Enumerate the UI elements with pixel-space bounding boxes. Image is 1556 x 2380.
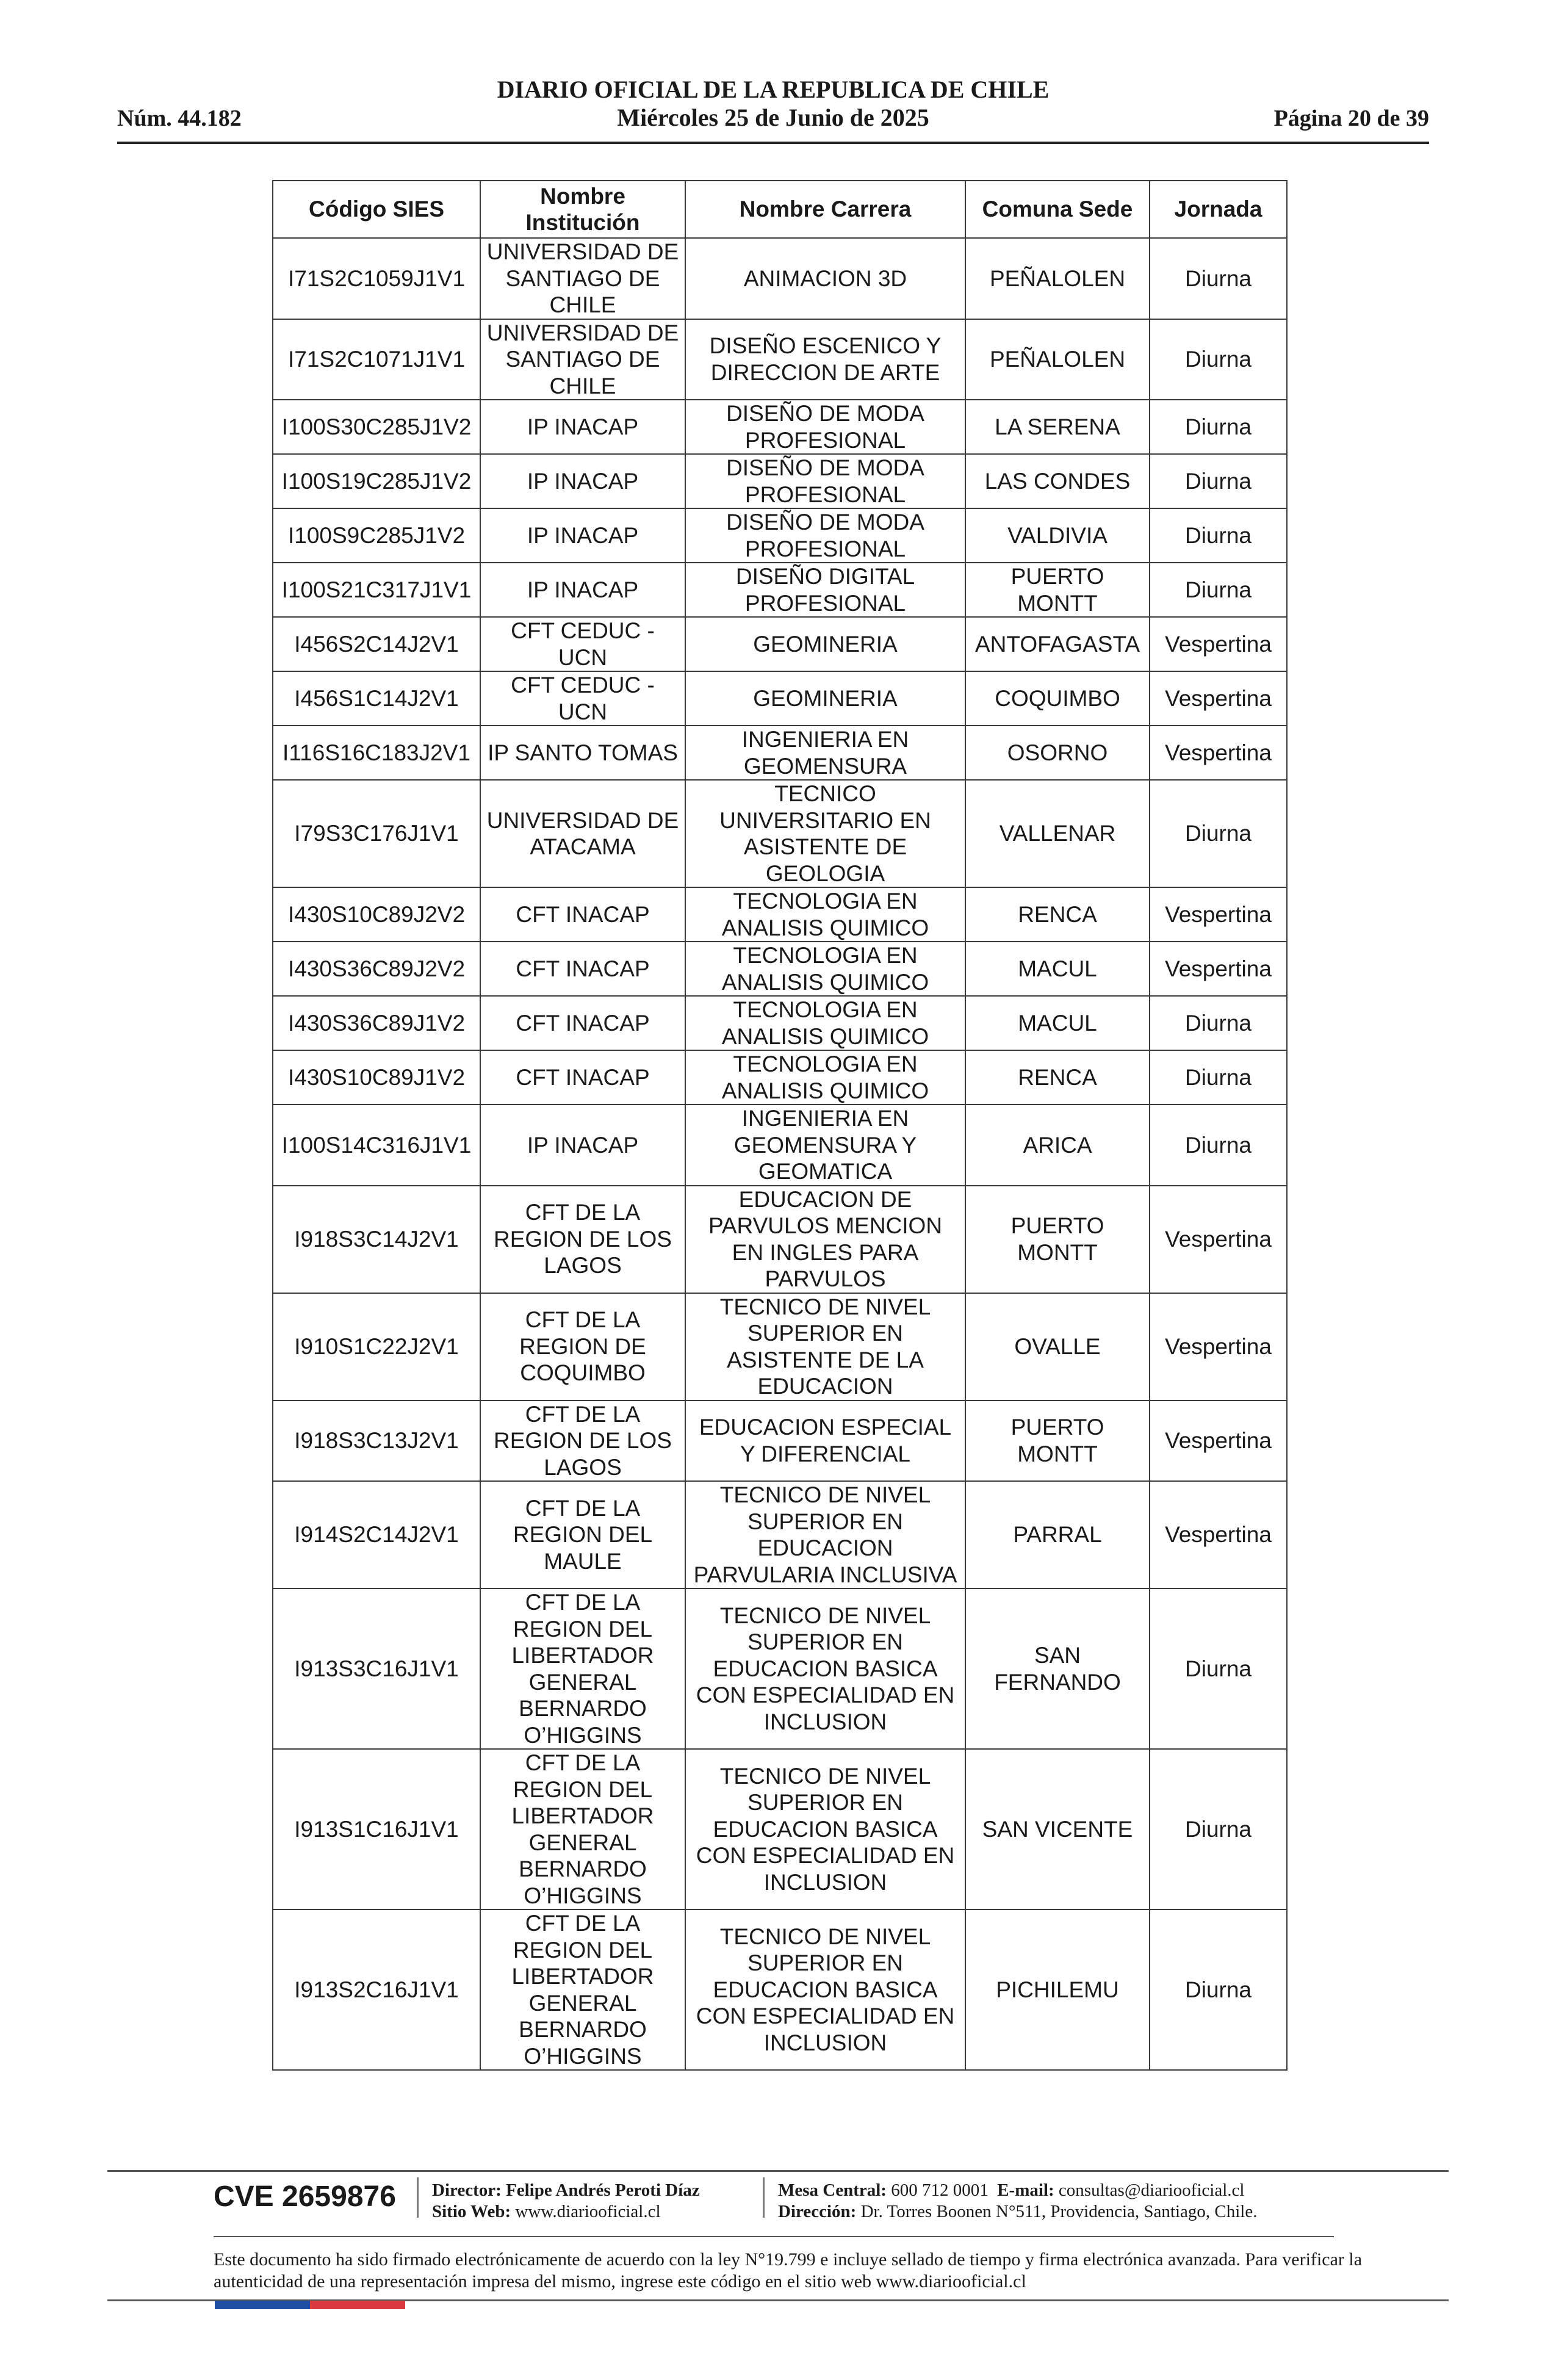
cell-jornada: Diurna [1150,238,1287,319]
page-number: Página 20 de 39 [1273,106,1429,131]
cell-nombre-institucion: UNIVERSIDAD DE ATACAMA [480,780,685,887]
phone-number: 600 712 0001 [891,2180,989,2200]
cell-nombre-carrera: ANIMACION 3D [685,238,965,319]
table-header-row [273,181,1287,238]
cell-jornada: Diurna [1150,996,1287,1050]
cell-nombre-institucion: IP INACAP [480,454,685,508]
cell-nombre-carrera: TECNICO DE NIVEL SUPERIOR EN EDUCACION BASICA CON ESPECIALIDAD EN INCLUSION [685,1909,965,2070]
cell-nombre-institucion: IP SANTO TOMAS [480,726,685,780]
table-row [273,996,1287,1050]
table-row [273,508,1287,563]
cell-jornada: Diurna [1150,1050,1287,1105]
cell-nombre-institucion: CFT DE LA REGION DEL LIBERTADOR GENERAL BERNARDO O’HIGGINS [480,1588,685,1749]
cell-comuna-sede: SAN FERNANDO [965,1588,1150,1749]
cell-jornada: Vespertina [1150,1401,1287,1482]
cell-comuna-sede: PUERTO MONTT [965,1401,1150,1482]
cell-nombre-carrera: TECNICO DE NIVEL SUPERIOR EN EDUCACION BASICA CON ESPECIALIDAD EN INCLUSION [685,1749,965,1909]
cell-jornada: Vespertina [1150,942,1287,996]
table-row [273,726,1287,780]
column-header-nombre-institucion: Nombre Institución [480,181,685,238]
cell-nombre-institucion: UNIVERSIDAD DE SANTIAGO DE CHILE [480,238,685,319]
legal-notice: Este documento ha sido firmado electrónicamente de acuerdo con la ley N°19.799 e incluye sellado de tiempo y firma electrónica avanzada. Para verificar la autenticidad de una representación impresa del mismo, ingrese este código en el sitio web www.diariooficial.cl [214,2249,1363,2292]
table-row [273,238,1287,319]
cell-nombre-carrera: EDUCACION DE PARVULOS MENCION EN INGLES PARA PARVULOS [685,1186,965,1293]
cell-nombre-carrera: TECNOLOGIA EN ANALISIS QUIMICO [685,887,965,942]
cell-codigo-sies: I913S1C16J1V1 [273,1749,480,1909]
cell-nombre-institucion: IP INACAP [480,563,685,617]
table-row [273,1105,1287,1186]
cell-comuna-sede: PUERTO MONTT [965,1186,1150,1293]
phone-label: Mesa Central: [778,2180,887,2200]
cell-nombre-institucion: UNIVERSIDAD DE SANTIAGO DE CHILE [480,319,685,400]
table-row [273,1401,1287,1482]
cell-nombre-institucion: IP INACAP [480,508,685,563]
cell-codigo-sies: I430S36C89J2V2 [273,942,480,996]
cell-comuna-sede: PICHILEMU [965,1909,1150,2070]
cell-jornada: Vespertina [1150,1481,1287,1588]
cell-nombre-institucion: CFT INACAP [480,942,685,996]
cell-nombre-carrera: TECNICO DE NIVEL SUPERIOR EN ASISTENTE DE LA EDUCACION [685,1293,965,1401]
page-header [117,73,1429,146]
cell-nombre-institucion: CFT INACAP [480,887,685,942]
cell-comuna-sede: OVALLE [965,1293,1150,1401]
address-label: Dirección: [778,2202,857,2221]
cell-nombre-carrera: DISEÑO ESCENICO Y DIRECCION DE ARTE [685,319,965,400]
cell-codigo-sies: I71S2C1071J1V1 [273,319,480,400]
cell-nombre-institucion: CFT DE LA REGION DEL MAULE [480,1481,685,1588]
cell-nombre-carrera: TECNOLOGIA EN ANALISIS QUIMICO [685,1050,965,1105]
cell-comuna-sede: PEÑALOLEN [965,319,1150,400]
website-link[interactable]: www.diariooficial.cl [515,2202,661,2221]
cell-comuna-sede: RENCA [965,1050,1150,1105]
cell-nombre-carrera: TECNICO DE NIVEL SUPERIOR EN EDUCACION PARVULARIA INCLUSIVA [685,1481,965,1588]
cell-nombre-carrera: TECNICO UNIVERSITARIO EN ASISTENTE DE GEOLOGIA [685,780,965,887]
cell-nombre-carrera: DISEÑO DE MODA PROFESIONAL [685,400,965,454]
cell-jornada: Diurna [1150,1105,1287,1186]
careers-table [272,180,1288,2071]
cell-nombre-institucion: CFT CEDUC - UCN [480,671,685,726]
cell-nombre-carrera: EDUCACION ESPECIAL Y DIFERENCIAL [685,1401,965,1482]
cell-jornada: Vespertina [1150,1186,1287,1293]
cell-codigo-sies: I910S1C22J2V1 [273,1293,480,1401]
cell-codigo-sies: I914S2C14J2V1 [273,1481,480,1588]
cell-nombre-institucion: CFT DE LA REGION DE LOS LAGOS [480,1186,685,1293]
website-label: Sitio Web: [432,2202,511,2221]
footer-contact-block [778,2180,1257,2223]
cell-comuna-sede: VALLENAR [965,780,1150,887]
cell-codigo-sies: I100S30C285J1V2 [273,400,480,454]
cell-jornada: Diurna [1150,1588,1287,1749]
footer-divider-top [107,2170,1449,2172]
flag-stripe-blue [215,2301,310,2309]
cell-codigo-sies: I456S1C14J2V1 [273,671,480,726]
cell-nombre-carrera: DISEÑO DE MODA PROFESIONAL [685,454,965,508]
cell-codigo-sies: I913S2C16J1V1 [273,1909,480,2070]
cell-comuna-sede: LA SERENA [965,400,1150,454]
cell-jornada: Vespertina [1150,1293,1287,1401]
cell-comuna-sede: COQUIMBO [965,671,1150,726]
cell-jornada: Diurna [1150,508,1287,563]
cell-comuna-sede: PARRAL [965,1481,1150,1588]
table-row [273,1749,1287,1909]
cell-codigo-sies: I100S9C285J1V2 [273,508,480,563]
cell-nombre-carrera: DISEÑO DE MODA PROFESIONAL [685,508,965,563]
table-row [273,780,1287,887]
cell-codigo-sies: I430S36C89J1V2 [273,996,480,1050]
cell-comuna-sede: VALDIVIA [965,508,1150,563]
cell-codigo-sies: I100S14C316J1V1 [273,1105,480,1186]
cell-nombre-carrera: INGENIERIA EN GEOMENSURA [685,726,965,780]
cell-jornada: Vespertina [1150,726,1287,780]
cell-comuna-sede: RENCA [965,887,1150,942]
issue-number: Núm. 44.182 [117,106,242,131]
table-row [273,887,1287,942]
table-row [273,319,1287,400]
cell-codigo-sies: I79S3C176J1V1 [273,780,480,887]
cell-nombre-institucion: CFT INACAP [480,1050,685,1105]
cell-jornada: Diurna [1150,319,1287,400]
cell-comuna-sede: PUERTO MONTT [965,563,1150,617]
cell-nombre-institucion: CFT DE LA REGION DEL LIBERTADOR GENERAL BERNARDO O’HIGGINS [480,1749,685,1909]
email-label: E-mail: [997,2180,1054,2200]
cell-nombre-institucion: CFT DE LA REGION DE LOS LAGOS [480,1401,685,1482]
cell-jornada: Diurna [1150,1749,1287,1909]
cell-comuna-sede: SAN VICENTE [965,1749,1150,1909]
cell-codigo-sies: I430S10C89J2V2 [273,887,480,942]
director-name: Felipe Andrés Peroti Díaz [506,2180,700,2200]
cve-code: CVE 2659876 [214,2180,396,2213]
table-row [273,454,1287,508]
table-row [273,617,1287,671]
cell-codigo-sies: I456S2C14J2V1 [273,617,480,671]
table-row [273,563,1287,617]
cell-nombre-institucion: IP INACAP [480,1105,685,1186]
cell-jornada: Diurna [1150,780,1287,887]
footer-separator [763,2177,765,2218]
cell-nombre-institucion: CFT DE LA REGION DEL LIBERTADOR GENERAL BERNARDO O’HIGGINS [480,1909,685,2070]
cell-jornada: Vespertina [1150,671,1287,726]
cell-comuna-sede: OSORNO [965,726,1150,780]
cell-codigo-sies: I913S3C16J1V1 [273,1588,480,1749]
column-header-codigo-sies: Código SIES [273,181,480,238]
table-body [273,238,1287,2070]
cell-nombre-institucion: CFT CEDUC - UCN [480,617,685,671]
cell-nombre-carrera: TECNICO DE NIVEL SUPERIOR EN EDUCACION BASICA CON ESPECIALIDAD EN INCLUSION [685,1588,965,1749]
footer-separator [417,2177,419,2218]
cell-nombre-institucion: CFT DE LA REGION DE COQUIMBO [480,1293,685,1401]
publication-date: Miércoles 25 de Junio de 2025 [617,104,929,131]
cell-codigo-sies: I100S21C317J1V1 [273,563,480,617]
table-row [273,1588,1287,1749]
table-row [273,671,1287,726]
cell-comuna-sede: PEÑALOLEN [965,238,1150,319]
cell-codigo-sies: I430S10C89J1V2 [273,1050,480,1105]
table-row [273,1293,1287,1401]
cell-codigo-sies: I918S3C14J2V1 [273,1186,480,1293]
column-header-nombre-carrera: Nombre Carrera [685,181,965,238]
cell-jornada: Vespertina [1150,887,1287,942]
cell-codigo-sies: I918S3C13J2V1 [273,1401,480,1482]
publication-title: DIARIO OFICIAL DE LA REPUBLICA DE CHILE [497,76,1050,103]
cell-comuna-sede: LAS CONDES [965,454,1150,508]
cell-nombre-carrera: DISEÑO DIGITAL PROFESIONAL [685,563,965,617]
cell-jornada: Diurna [1150,1909,1287,2070]
cell-jornada: Diurna [1150,454,1287,508]
cell-nombre-carrera: GEOMINERIA [685,671,965,726]
table-row [273,1481,1287,1588]
cell-nombre-carrera: INGENIERIA EN GEOMENSURA Y GEOMATICA [685,1105,965,1186]
footer-divider-middle [214,2236,1334,2237]
flag-stripe-red [310,2301,405,2309]
cell-nombre-carrera: TECNOLOGIA EN ANALISIS QUIMICO [685,942,965,996]
footer-director-block [432,2180,700,2223]
cell-nombre-carrera: GEOMINERIA [685,617,965,671]
table-row [273,942,1287,996]
cell-nombre-institucion: CFT INACAP [480,996,685,1050]
cell-jornada: Diurna [1150,400,1287,454]
cell-codigo-sies: I71S2C1059J1V1 [273,238,480,319]
cell-comuna-sede: ARICA [965,1105,1150,1186]
email-link[interactable]: consultas@diariooficial.cl [1058,2180,1245,2200]
cell-jornada: Diurna [1150,563,1287,617]
column-header-jornada: Jornada [1150,181,1287,238]
table-row [273,1909,1287,2070]
column-header-comuna-sede: Comuna Sede [965,181,1150,238]
cell-codigo-sies: I116S16C183J2V1 [273,726,480,780]
cell-comuna-sede: ANTOFAGASTA [965,617,1150,671]
cell-jornada: Vespertina [1150,617,1287,671]
header-center [117,76,1429,132]
table-row [273,1186,1287,1293]
table-row [273,400,1287,454]
table-row [273,1050,1287,1105]
header-divider [117,142,1429,144]
cell-nombre-carrera: TECNOLOGIA EN ANALISIS QUIMICO [685,996,965,1050]
cell-comuna-sede: MACUL [965,996,1150,1050]
cell-codigo-sies: I100S19C285J1V2 [273,454,480,508]
cell-comuna-sede: MACUL [965,942,1150,996]
cell-nombre-institucion: IP INACAP [480,400,685,454]
director-label: Director: [432,2180,502,2200]
address-text: Dr. Torres Boonen N°511, Providencia, Santiago, Chile. [860,2202,1258,2221]
